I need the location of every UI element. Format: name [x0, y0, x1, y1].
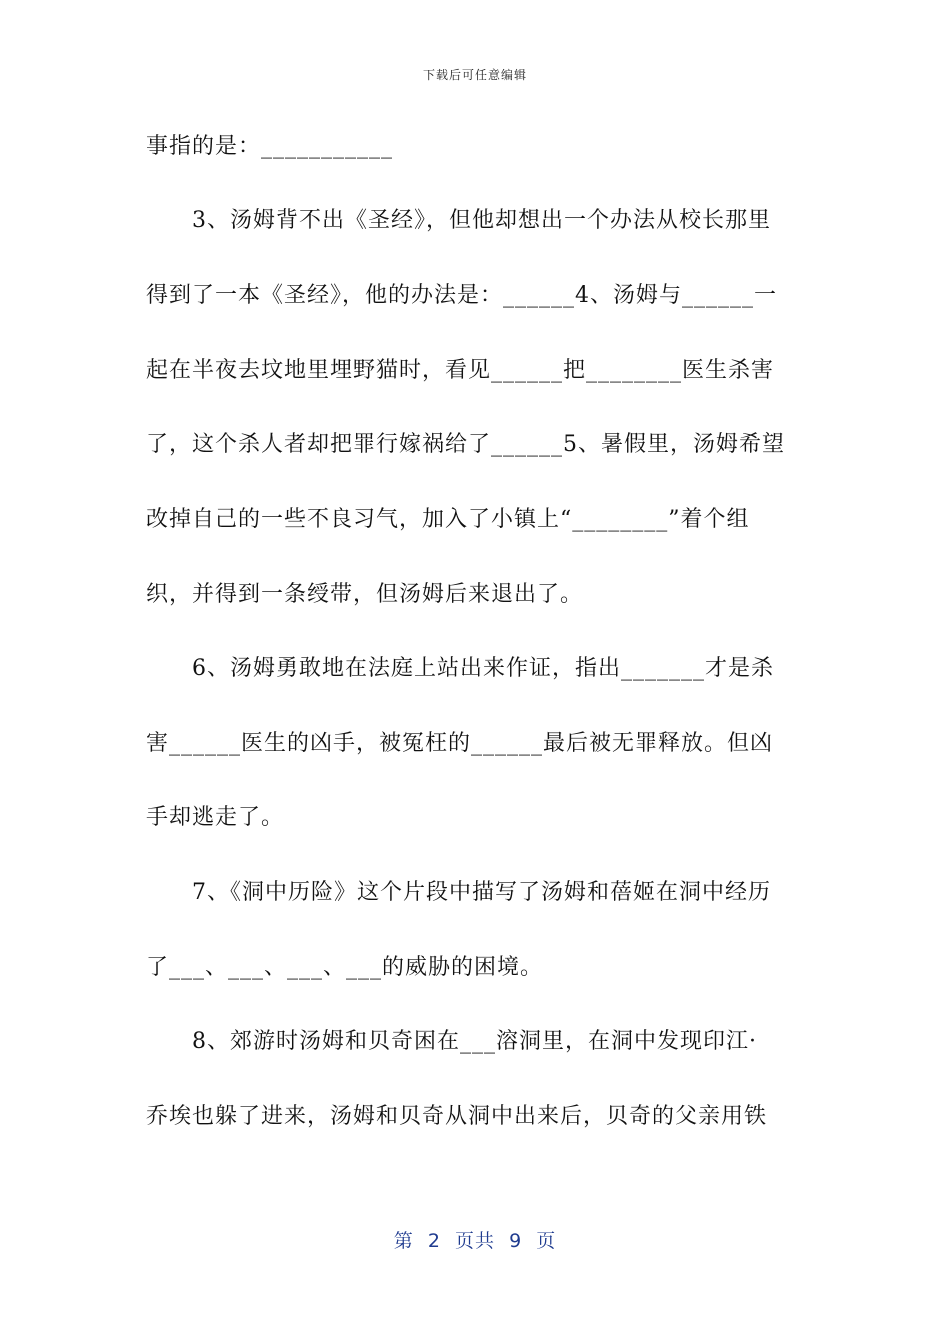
text-line-1: 事指的是：___________: [146, 134, 394, 159]
text-line-12: 了___、___、___、___的威胁的困境。: [146, 955, 544, 980]
page-header: 下载后可任意编辑: [422, 68, 527, 82]
text-line-4: 起在半夜去坟地里埋野猫时，看见______把________医生杀害: [146, 358, 775, 383]
text-line-2: 3、汤姆背不出《圣经》，但他却想出一个办法从校长那里: [146, 208, 771, 233]
text-line-8: 6、汤姆勇敢地在法庭上站出来作证，指出_______才是杀: [146, 656, 774, 681]
text-line-10: 手却逃走了。: [146, 805, 285, 830]
text-line-6: 改掉自己的一些不良习气，加入了小镇上“________”着个组: [146, 507, 750, 532]
text-line-14: 乔埃也躲了进来，汤姆和贝奇从洞中出来后，贝奇的父亲用铁: [146, 1104, 768, 1129]
text-line-3: 得到了一本《圣经》，他的办法是：______4、汤姆与______一: [146, 283, 777, 308]
page-footer: [0, 1226, 950, 1253]
text-line-5: 了，这个杀人者却把罪行嫁祸给了______5、暑假里，汤姆希望: [146, 432, 785, 457]
text-line-7: 织，并得到一条绶带，但汤姆后来退出了。: [146, 582, 584, 607]
text-line-13: 8、郊游时汤姆和贝奇困在___溶洞里，在洞中发现印江·: [146, 1029, 757, 1054]
text-line-9: 害______医生的凶手，被冤枉的______最后被无罪释放。但凶: [146, 731, 774, 756]
page-number-label: 第 2 页共 9 页: [393, 1230, 557, 1252]
text-line-11: 7、《洞中历险》这个片段中描写了汤姆和蓓姬在洞中经历: [146, 880, 771, 905]
